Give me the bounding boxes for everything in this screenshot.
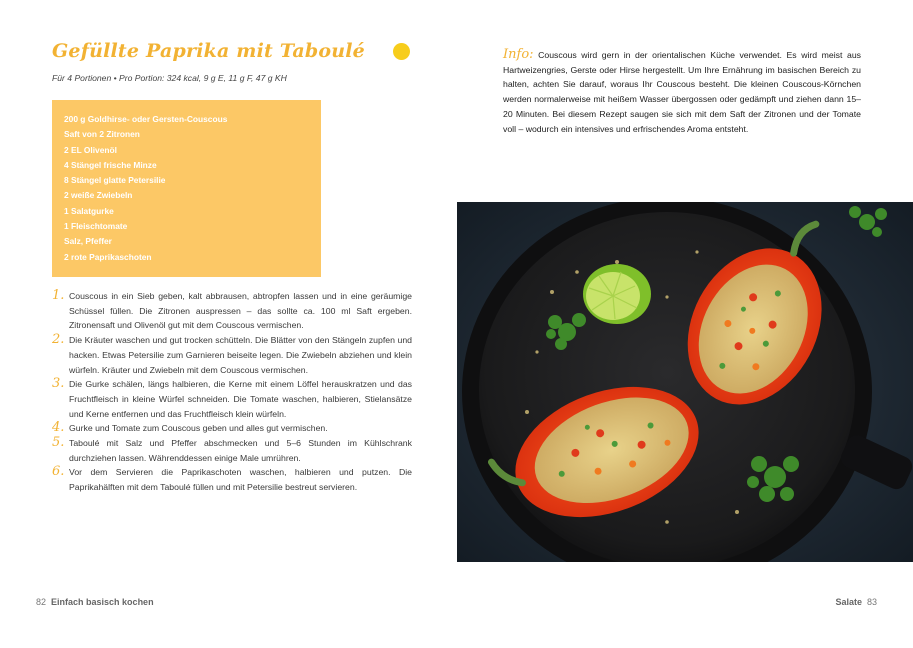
- step-number: 1.: [52, 288, 65, 303]
- ingredient-item: 4 Stängel frische Minze: [64, 159, 157, 170]
- ingredient-item: 1 Salatgurke: [64, 205, 114, 216]
- ingredient-item: 1 Fleischtomate: [64, 221, 128, 232]
- step-text: Taboulé mit Salz und Pfeffer abschmecken und 5–6 Stunden im Kühlschrank durchziehen lassen. Währenddessen einige Male umrühren.: [69, 438, 412, 463]
- chapter-title: Salate: [835, 597, 862, 607]
- step-5: [52, 436, 412, 465]
- book-title: Einfach basisch kochen: [51, 597, 154, 607]
- page-number-left: 82: [36, 597, 47, 607]
- step-text: Couscous in ein Sieb geben, kalt abbrausen, abtropfen lassen und in eine geräumige Schüssel füllen. Die Zitronen auspressen – das sollte ca. 100 ml Saft ergeben. Zitronensaft und Olivenöl gut mit dem Couscous vermischen.: [69, 291, 412, 331]
- footer-right: [835, 597, 877, 607]
- step-4: [52, 421, 412, 436]
- yellow-dot-icon: [393, 43, 410, 60]
- info-box: [503, 48, 861, 136]
- step-number: 4.: [52, 420, 65, 436]
- step-text: Gurke und Tomate zum Couscous geben und alles gut vermischen.: [69, 423, 328, 434]
- step-1: [52, 289, 412, 333]
- ingredient-item: 8 Stängel glatte Petersilie: [64, 175, 166, 186]
- footer-left: [36, 597, 154, 607]
- step-number: 5.: [52, 435, 65, 451]
- ingredient-item: 2 EL Olivenöl: [64, 144, 117, 155]
- recipe-title: Gefüllte Paprika mit Taboulé: [52, 40, 365, 62]
- step-text: Vor dem Servieren die Paprikaschoten waschen, halbieren und putzen. Die Paprikahälften mit dem Taboulé füllen und mit Petersilie bestreut servieren.: [69, 467, 412, 493]
- step-2: [52, 333, 412, 377]
- step-number: 3.: [52, 376, 65, 392]
- info-text: Couscous wird gern in der orientalischen Küche verwendet. Es wird meist aus Hartweizengries, Gerste oder Hirse hergestellt. Um Ihre Ernährung im basischen Bereich zu halten, achten Sie darauf, woraus Ihr Couscous besteht. Die kleinen Couscous-Körnchen werden normalerweise mit heißem Wasser übergossen oder gedämpft und ziehen dann 15–20 Minuten. Bei diesem Rezept saugen sie sich mit dem Saft der Zitronen und der Tomate voll – wodurch ein intensives und erfrischendes Aroma entsteht.: [503, 50, 861, 134]
- recipe-subtitle: Für 4 Portionen • Pro Portion: 324 kcal, 9 g E, 11 g F, 47 g KH: [52, 73, 287, 83]
- instruction-steps: [52, 289, 412, 495]
- step-number: 2.: [52, 332, 65, 348]
- stuffed-peppers-photo: [457, 202, 913, 562]
- ingredients-list: [64, 112, 309, 265]
- info-label: Info:: [503, 47, 534, 62]
- photo-illustration: [457, 202, 913, 562]
- ingredients-box: [52, 100, 321, 277]
- ingredient-item: Salz, Pfeffer: [64, 236, 112, 247]
- step-3: [52, 377, 412, 421]
- page-number-right: 83: [866, 597, 877, 607]
- step-text: Die Gurke schälen, längs halbieren, die Kerne mit einem Löffel herauskratzen und das Fruchtfleisch in kleine Würfel schneiden. Die Tomate waschen, halbieren, Stielansätze und Kerne entfernen und das Fruchtfleisch klein würfeln.: [69, 379, 412, 419]
- ingredient-item: 200 g Goldhirse- oder Gersten-Couscous: [64, 114, 228, 124]
- ingredient-item: Saft von 2 Zitronen: [64, 129, 140, 140]
- step-6: [52, 465, 412, 494]
- step-number: 6.: [52, 464, 65, 480]
- ingredient-item: 2 rote Paprikaschoten: [64, 251, 152, 262]
- ingredient-item: 2 weiße Zwiebeln: [64, 190, 133, 201]
- step-text: Die Kräuter waschen und gut trocken schütteln. Die Blätter von den Stängeln zupfen und hacken. Etwas Petersilie zum Garnieren beiseite legen. Die Zwiebeln abziehen und klein würfeln. Kräuter und Zwiebeln mit dem Couscous vermischen.: [69, 335, 412, 375]
